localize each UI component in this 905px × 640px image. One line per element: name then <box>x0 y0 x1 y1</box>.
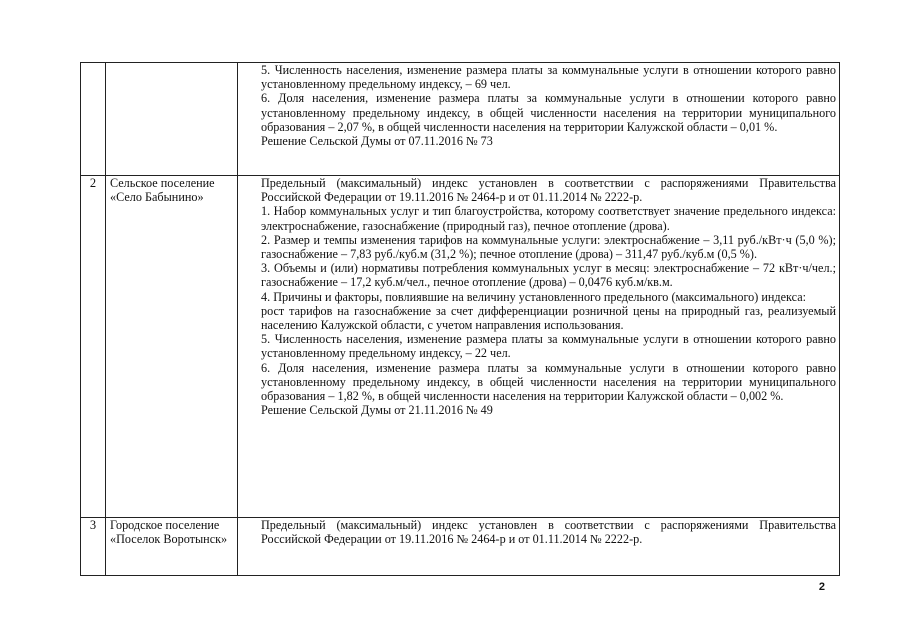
description-paragraph: 6. Доля населения, изменение размера платы за коммунальные услуги в отношении которого равно установленному предельному индексу, в общей численности населения на территории муниципального образования – 2,07 %, в общей численности населения на территории Калужской области – 0,01 %. <box>261 91 836 134</box>
description-paragraph: 6. Доля населения, изменение размера платы за коммунальные услуги в отношении которого равно установленному предельному индексу, в общей численности населения на территории муниципального образования – 1,82 %, в общей численности населения на территории Калужской области – 0,002 %. <box>261 360 836 404</box>
description-cell <box>238 176 839 517</box>
table-row <box>81 518 839 575</box>
description-paragraph: Предельный (максимальный) индекс установлен в соответствии с распоряжениями Правительства Российской Федерации от 19.11.2016 № 2464-р и от 01.11.2014 № 2222-р. <box>261 518 836 547</box>
settlement-name-cell: Сельское поселение «Село Бабынино» <box>106 176 238 517</box>
row-number-cell: 2 <box>81 176 106 517</box>
tariff-index-table <box>80 62 840 576</box>
description-paragraph: рост тарифов на газоснабжение за счет дифференциации розничной цены на природный газ, реализуемый населению Калужской области, с учетом направления использования. <box>261 303 836 333</box>
decision-reference: Решение Сельской Думы от 07.11.2016 № 73 <box>261 134 493 149</box>
description-paragraph: Предельный (максимальный) индекс установлен в соответствии с распоряжениями Правительства Российской Федерации от 19.11.2016 № 2464-р и от 01.11.2014 № 2222-р. <box>261 176 836 205</box>
description-paragraph: 4. Причины и факторы, повлиявшие на величину установленного предельного (максимального) индекса: <box>261 289 807 304</box>
description-paragraph: 2. Размер и темпы изменения тарифов на коммунальные услуги: электроснабжение – 3,11 руб./кВт·ч (5,0 %); газоснабжение – 7,83 руб./куб.м (31,2 %); печное отопление (дрова) – 311,47 руб./куб.м (0,5 %). <box>261 232 836 262</box>
decision-reference: Решение Сельской Думы от 21.11.2016 № 49 <box>261 403 493 418</box>
description-paragraph: 5. Численность населения, изменение размера платы за коммунальные услуги в отношении которого равно установленному предельному индексу, – 69 чел. <box>261 63 836 92</box>
row-number-cell <box>81 63 106 175</box>
description-paragraph: 5. Численность населения, изменение размера платы за коммунальные услуги в отношении которого равно установленному предельному индексу, – 22 чел. <box>261 332 836 361</box>
description-paragraph: 1. Набор коммунальных услуг и тип благоустройства, которому соответствует значение предельного индекса: электроснабжение, газоснабжение (природный газ), печное отопление (дрова). <box>261 204 836 233</box>
table-row <box>81 176 839 518</box>
settlement-name-cell <box>106 63 238 175</box>
table-row <box>81 63 839 176</box>
row-number-cell: 3 <box>81 518 106 575</box>
description-cell <box>238 63 839 175</box>
description-paragraph: 3. Объемы и (или) нормативы потребления коммунальных услуг в месяц: электроснабжение – 72 кВт·ч/чел.; газоснабжение – 17,2 куб.м/чел., печное отопление (дрова) – 0,0476 куб.м/кв.м. <box>261 261 836 290</box>
page-number: 2 <box>818 581 825 593</box>
description-cell <box>238 518 839 575</box>
settlement-name-cell: Городское поселение «Поселок Воротынск» <box>106 518 238 575</box>
